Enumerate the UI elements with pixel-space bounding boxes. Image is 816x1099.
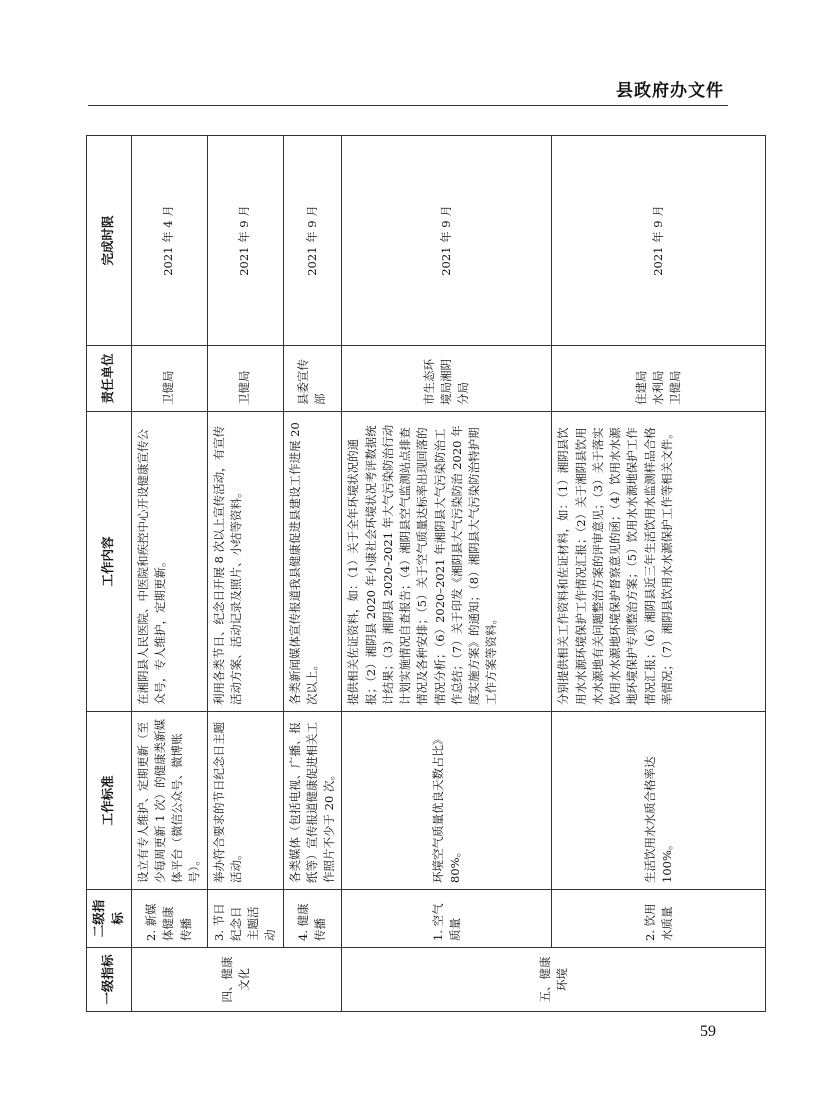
standard-cell: 生活饮用水水质合格率达 100%。 — [552, 712, 766, 890]
secondary-indicator-cell: 2. 新媒体健康传播 — [131, 890, 207, 948]
standard-cell: 各类媒体（包括电视、广播、报纸等）宣传报道健康促进相关工作照片不少于 20 次。 — [283, 712, 342, 890]
content-cell: 分别提供相关工作资料和佐证材料，如：（1）湘阴县饮用水水源环境保护工作情况汇报；（2）关于湘阴县饮用水水源地有关问题整治方案的评审意见；（3）关于落实饮用水水源地环境保护督察意见的函；（4）饮用水水源地环境保护专项整治方案；（5）饮用水水源地保护工作情况汇报；（6）湘阴县近三年生活饮用水监测样品合格率情况；（7）湘阴县饮用水水源保护工作等相关文件。 — [552, 412, 766, 712]
responsible-unit: 卫健局 — [668, 370, 683, 405]
secondary-indicator-cell: 3. 节日纪念日主题活动 — [207, 890, 283, 948]
content-cell: 提供相关佐证资料，如：（1）关于全年环境状况的通报；（2）湘阴县 2020 年小康社会环境状况考评数据统计结果；（3）湘阴县 2020–2021 年大气污染防治行动计划实施情况自查报告；（4）湘阴县空气监测站点排查情况及各种安排；（5）关于空气质量达标率出现回落的情况分析；（6）2020–2021 年湘阴县大气污染防治工作总结；（7）关于印发《湘阴县大气污染防治 2020 年度实施方案》的通知；（8）湘阴县大气污染防治特护期工作方案等资料。 — [342, 412, 552, 712]
responsible-unit: 卫健局 — [237, 370, 252, 405]
column-header: 工作标准 — [87, 712, 132, 890]
header-divider — [88, 105, 728, 106]
secondary-indicator-cell: 4. 健康传播 — [283, 890, 342, 948]
table-header-row — [87, 136, 132, 1012]
responsible-unit: 住建局 — [633, 370, 648, 405]
responsible-unit-cell — [283, 346, 342, 412]
rotated-table-container — [86, 136, 726, 1012]
table-row — [131, 136, 207, 1012]
standard-cell: 环境空气质量优良天数占比》80%。 — [342, 712, 552, 890]
deadline-cell: 2021 年 9 月 — [283, 136, 342, 346]
responsible-unit-cell — [552, 346, 766, 412]
secondary-indicator-cell: 1. 空气质量 — [342, 890, 552, 948]
table-row — [552, 136, 766, 1012]
standard-cell: 举办符合要求的节日纪念日主题活动。 — [207, 712, 283, 890]
deadline-cell: 2021 年 9 月 — [207, 136, 283, 346]
column-header: 完成时限 — [87, 136, 132, 346]
deadline-cell: 2021 年 4 月 — [131, 136, 207, 346]
deadline-cell: 2021 年 9 月 — [552, 136, 766, 346]
column-header: 工作内容 — [87, 412, 132, 712]
primary-indicator-cell: 五、健康环境 — [342, 948, 766, 1012]
table-row — [207, 136, 283, 1012]
secondary-indicator-cell: 2. 饮用水质量 — [552, 890, 766, 948]
standard-cell: 设立有专人维护、定期更新（至少每周更新 1 次）的健康类新媒体平台（微信公众号、微博账号）。 — [131, 712, 207, 890]
responsible-unit: 卫健局 — [161, 370, 176, 405]
responsible-unit: 县委宣传部 — [296, 359, 328, 405]
column-header: 二级指标 — [87, 890, 132, 948]
column-header: 一级指标 — [87, 948, 132, 1012]
content-cell: 各类新闻媒体宣传报道我县健康促进县建设工作进展 20 次以上。 — [283, 412, 342, 712]
primary-indicator-cell: 四、健康文化 — [131, 948, 342, 1012]
table-row — [283, 136, 342, 1012]
column-header: 责任单位 — [87, 346, 132, 412]
responsible-unit-cell — [131, 346, 207, 412]
content-cell: 利用各类节日、纪念日开展 8 次以上宣传活动，有宣传活动方案、活动记录及照片、小结等资料。 — [207, 412, 283, 712]
page-number: 59 — [700, 1023, 716, 1040]
responsible-unit-cell — [207, 346, 283, 412]
page-header-title: 县政府办文件 — [616, 81, 724, 101]
responsible-unit-cell — [342, 346, 552, 412]
deadline-cell: 2021 年 9 月 — [342, 136, 552, 346]
content-cell: 在湘阴县人民医院、中医院和疾控中心开设健康宣传公众号，专人维护，定期更新。 — [131, 412, 207, 712]
responsible-unit: 水利局 — [651, 370, 666, 405]
responsible-unit: 市生态环境局湘阴分局 — [421, 359, 471, 405]
indicator-table — [86, 135, 766, 1012]
table-row — [342, 136, 552, 1012]
